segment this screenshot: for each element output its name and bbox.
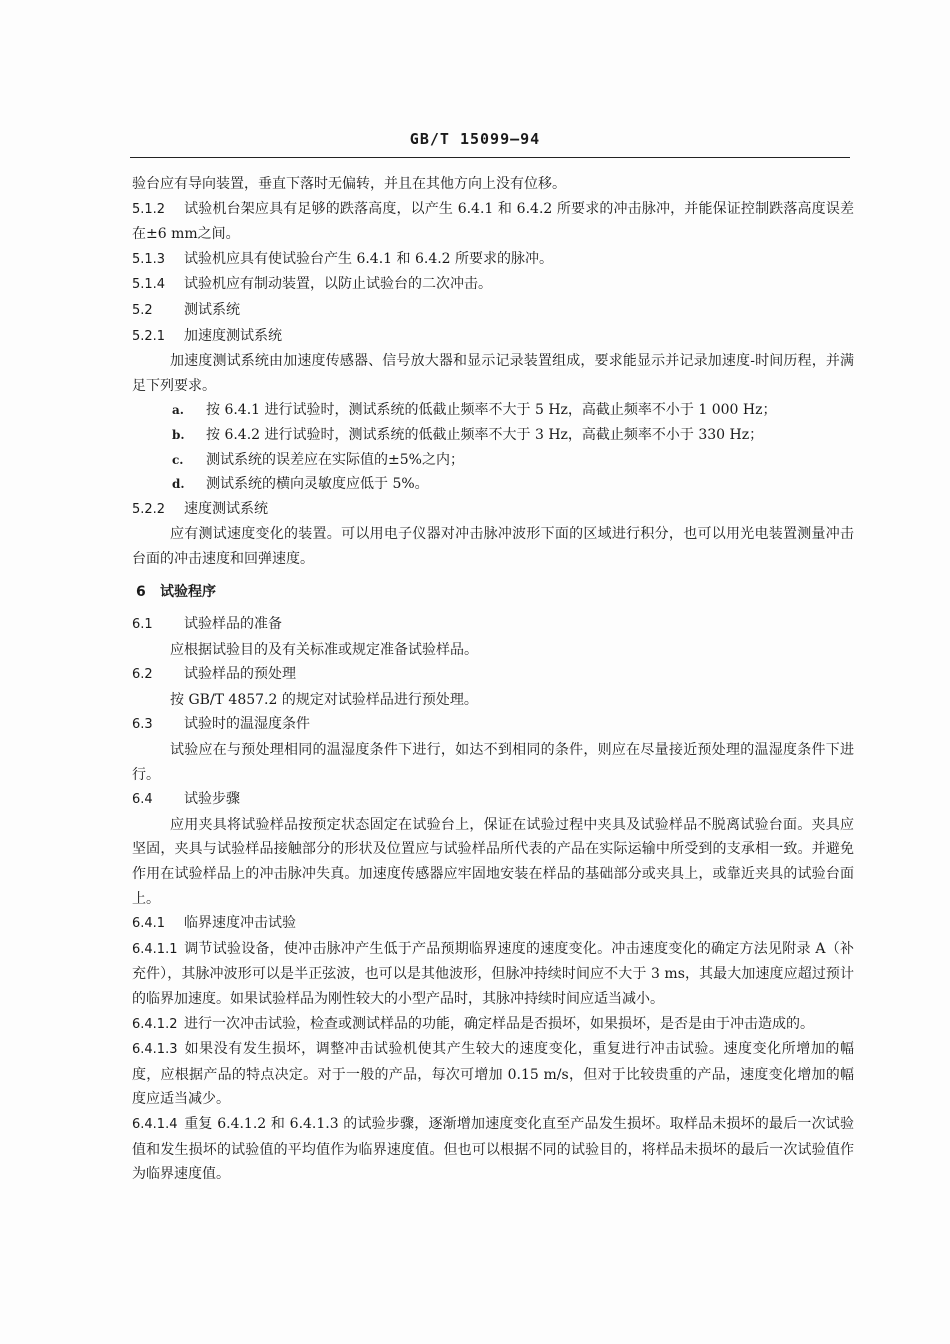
section-text: 试验机应具有使试验台产生 6.4.1 和 6.4.2 所要求的脉冲。 (184, 250, 554, 267)
section-number: 6.4.1.2 (132, 1016, 178, 1032)
paragraph: 应有测试速度变化的装置。可以用电子仪器对冲击脉冲波形下面的区域进行积分，也可以用光电装置测量冲击台面的冲击速度和回弹速度。 (132, 526, 854, 567)
section-number: 6.2 (132, 667, 153, 683)
paragraph: 试验应在与预处理相同的温湿度条件下进行，如达不到相同的条件，则应在尽量接近预处理的温湿度条件下进行。 (132, 742, 854, 783)
list-item (132, 448, 854, 473)
list-item-text: 测试系统的横向灵敏度应低于 5%。 (206, 476, 429, 493)
section-paragraph (132, 1037, 854, 1112)
list-item (132, 423, 854, 448)
paragraph: 按 GB/T 4857.2 的规定对试验样品进行预处理。 (170, 691, 478, 708)
section-text: 临界速度冲击试验 (184, 915, 296, 932)
section-paragraph (132, 937, 854, 1012)
section-text: 速度测试系统 (184, 500, 268, 517)
section-number: 5.2 (132, 302, 153, 318)
section-number: 6.4.1 (132, 916, 166, 932)
section-text: 试验步骤 (184, 791, 240, 808)
list-item-text: 测试系统的误差应在实际值的±5%之内； (206, 451, 464, 468)
paragraph: 应用夹具将试验样品按预定状态固定在试验台上，保证在试验过程中夹具及试验样品不脱离试验台面。夹具应坚固，夹具与试验样品接触部分的形状及位置应与试验样品所代表的产品在实际运输中所受到的支承相一致。并避免作用在试验样品上的冲击脉冲失真。加速度传感器应牢固地安装在样品的基础部分或夹具上，或靠近夹具的试验台面上。 (132, 816, 854, 907)
paragraph: 应根据试验目的及有关标准或规定准备试验样品。 (170, 641, 478, 658)
section-paragraph (132, 497, 854, 523)
list-item-text: 按 6.4.2 进行试验时，测试系统的低截止频率不大于 3 Hz，高截止频率不小于 330 Hz； (206, 426, 764, 443)
section-text: 试验机应有制动装置，以防止试验台的二次冲击。 (184, 276, 492, 293)
section-paragraph (132, 247, 854, 273)
list-item-label: c. (172, 452, 184, 467)
section-text: 试验样品的预处理 (184, 666, 296, 683)
section-number: 5.1.2 (132, 201, 166, 217)
section-paragraph (132, 197, 854, 247)
list-item-text: 按 6.4.1 进行试验时，测试系统的低截止频率不大于 5 Hz，高截止频率不小于 1 000 Hz； (206, 402, 777, 419)
section-paragraph (132, 712, 854, 738)
section-paragraph (132, 911, 854, 937)
list-item (132, 472, 854, 497)
chapter-heading (136, 580, 854, 605)
list-item-label: d. (172, 477, 185, 492)
section-text: 加速度测试系统 (184, 327, 282, 344)
section-text: 试验时的温湿度条件 (184, 716, 310, 733)
header-rule (130, 157, 850, 158)
section-text: 试验机台架应具有足够的跌落高度，以产生 6.4.1 和 6.4.2 所要求的冲击脉冲，并能保证控制跌落高度误差在±6 mm之间。 (132, 200, 854, 243)
section-paragraph (132, 298, 854, 324)
section-number: 6.1 (132, 617, 153, 633)
chapter-number: 6 (136, 583, 146, 600)
section-text: 调节试验设备，使冲击脉冲产生低于产品预期临界速度的速度变化。冲击速度变化的确定方法见附录 A（补充件），其脉冲波形可以是半正弦波，也可以是其他波形，但脉冲持续时间应不大于 3 ms，其最大加速度应超过预计的临界加速度。如果试验样品为刚性较大的小型产品时，其脉冲持续时间应适当减小。 (132, 940, 854, 1007)
section-number: 5.2.2 (132, 501, 166, 517)
section-paragraph (132, 662, 854, 688)
paragraph: 加速度测试系统由加速度传感器、信号放大器和显示记录装置组成，要求能显示并记录加速度-时间历程，并满足下列要求。 (132, 353, 854, 394)
section-text: 试验样品的准备 (184, 616, 282, 633)
section-paragraph (132, 324, 854, 350)
list-item-label: b. (172, 427, 185, 442)
section-number: 6.4 (132, 792, 153, 808)
section-number: 6.3 (132, 717, 153, 733)
section-number: 6.4.1.1 (132, 941, 178, 957)
paragraph: 验台应有导向装置，垂直下落时无偏转，并且在其他方向上没有位移。 (132, 176, 566, 192)
document-body (132, 172, 854, 1187)
section-paragraph (132, 612, 854, 638)
section-paragraph (132, 1012, 854, 1038)
section-number: 5.1.4 (132, 277, 166, 293)
section-number: 5.2.1 (132, 328, 166, 344)
section-text: 测试系统 (184, 301, 240, 318)
section-number: 6.4.1.4 (132, 1116, 178, 1132)
section-number: 5.1.3 (132, 251, 166, 267)
section-paragraph (132, 787, 854, 813)
chapter-title: 试验程序 (160, 583, 216, 600)
section-paragraph (132, 1112, 854, 1187)
section-number: 6.4.1.3 (132, 1042, 178, 1058)
standard-code-header: GB/T 15099—94 (409, 130, 541, 148)
list-item-label: a. (172, 403, 184, 418)
section-text: 如果没有发生损坏，调整冲击试验机使其产生较大的速度变化，重复进行冲击试验。速度变化所增加的幅度，应根据产品的特点决定。对于一般的产品，每次可增加 0.15 m/s，但对于比较贵重的产品，速度变化增加的幅度应适当减少。 (132, 1041, 854, 1108)
section-paragraph (132, 272, 854, 298)
section-text: 重复 6.4.1.2 和 6.4.1.3 的试验步骤，逐渐增加速度变化直至产品发生损坏。取样品未损坏的最后一次试验值和发生损坏的试验值的平均值作为临界速度值。但也可以根据不同的试验目的，将样品未损坏的最后一次试验值作为临界速度值。 (132, 1115, 854, 1183)
list-item (132, 398, 854, 423)
section-text: 进行一次冲击试验，检查或测试样品的功能，确定样品是否损坏，如果损坏，是否是由于冲击造成的。 (184, 1015, 814, 1032)
